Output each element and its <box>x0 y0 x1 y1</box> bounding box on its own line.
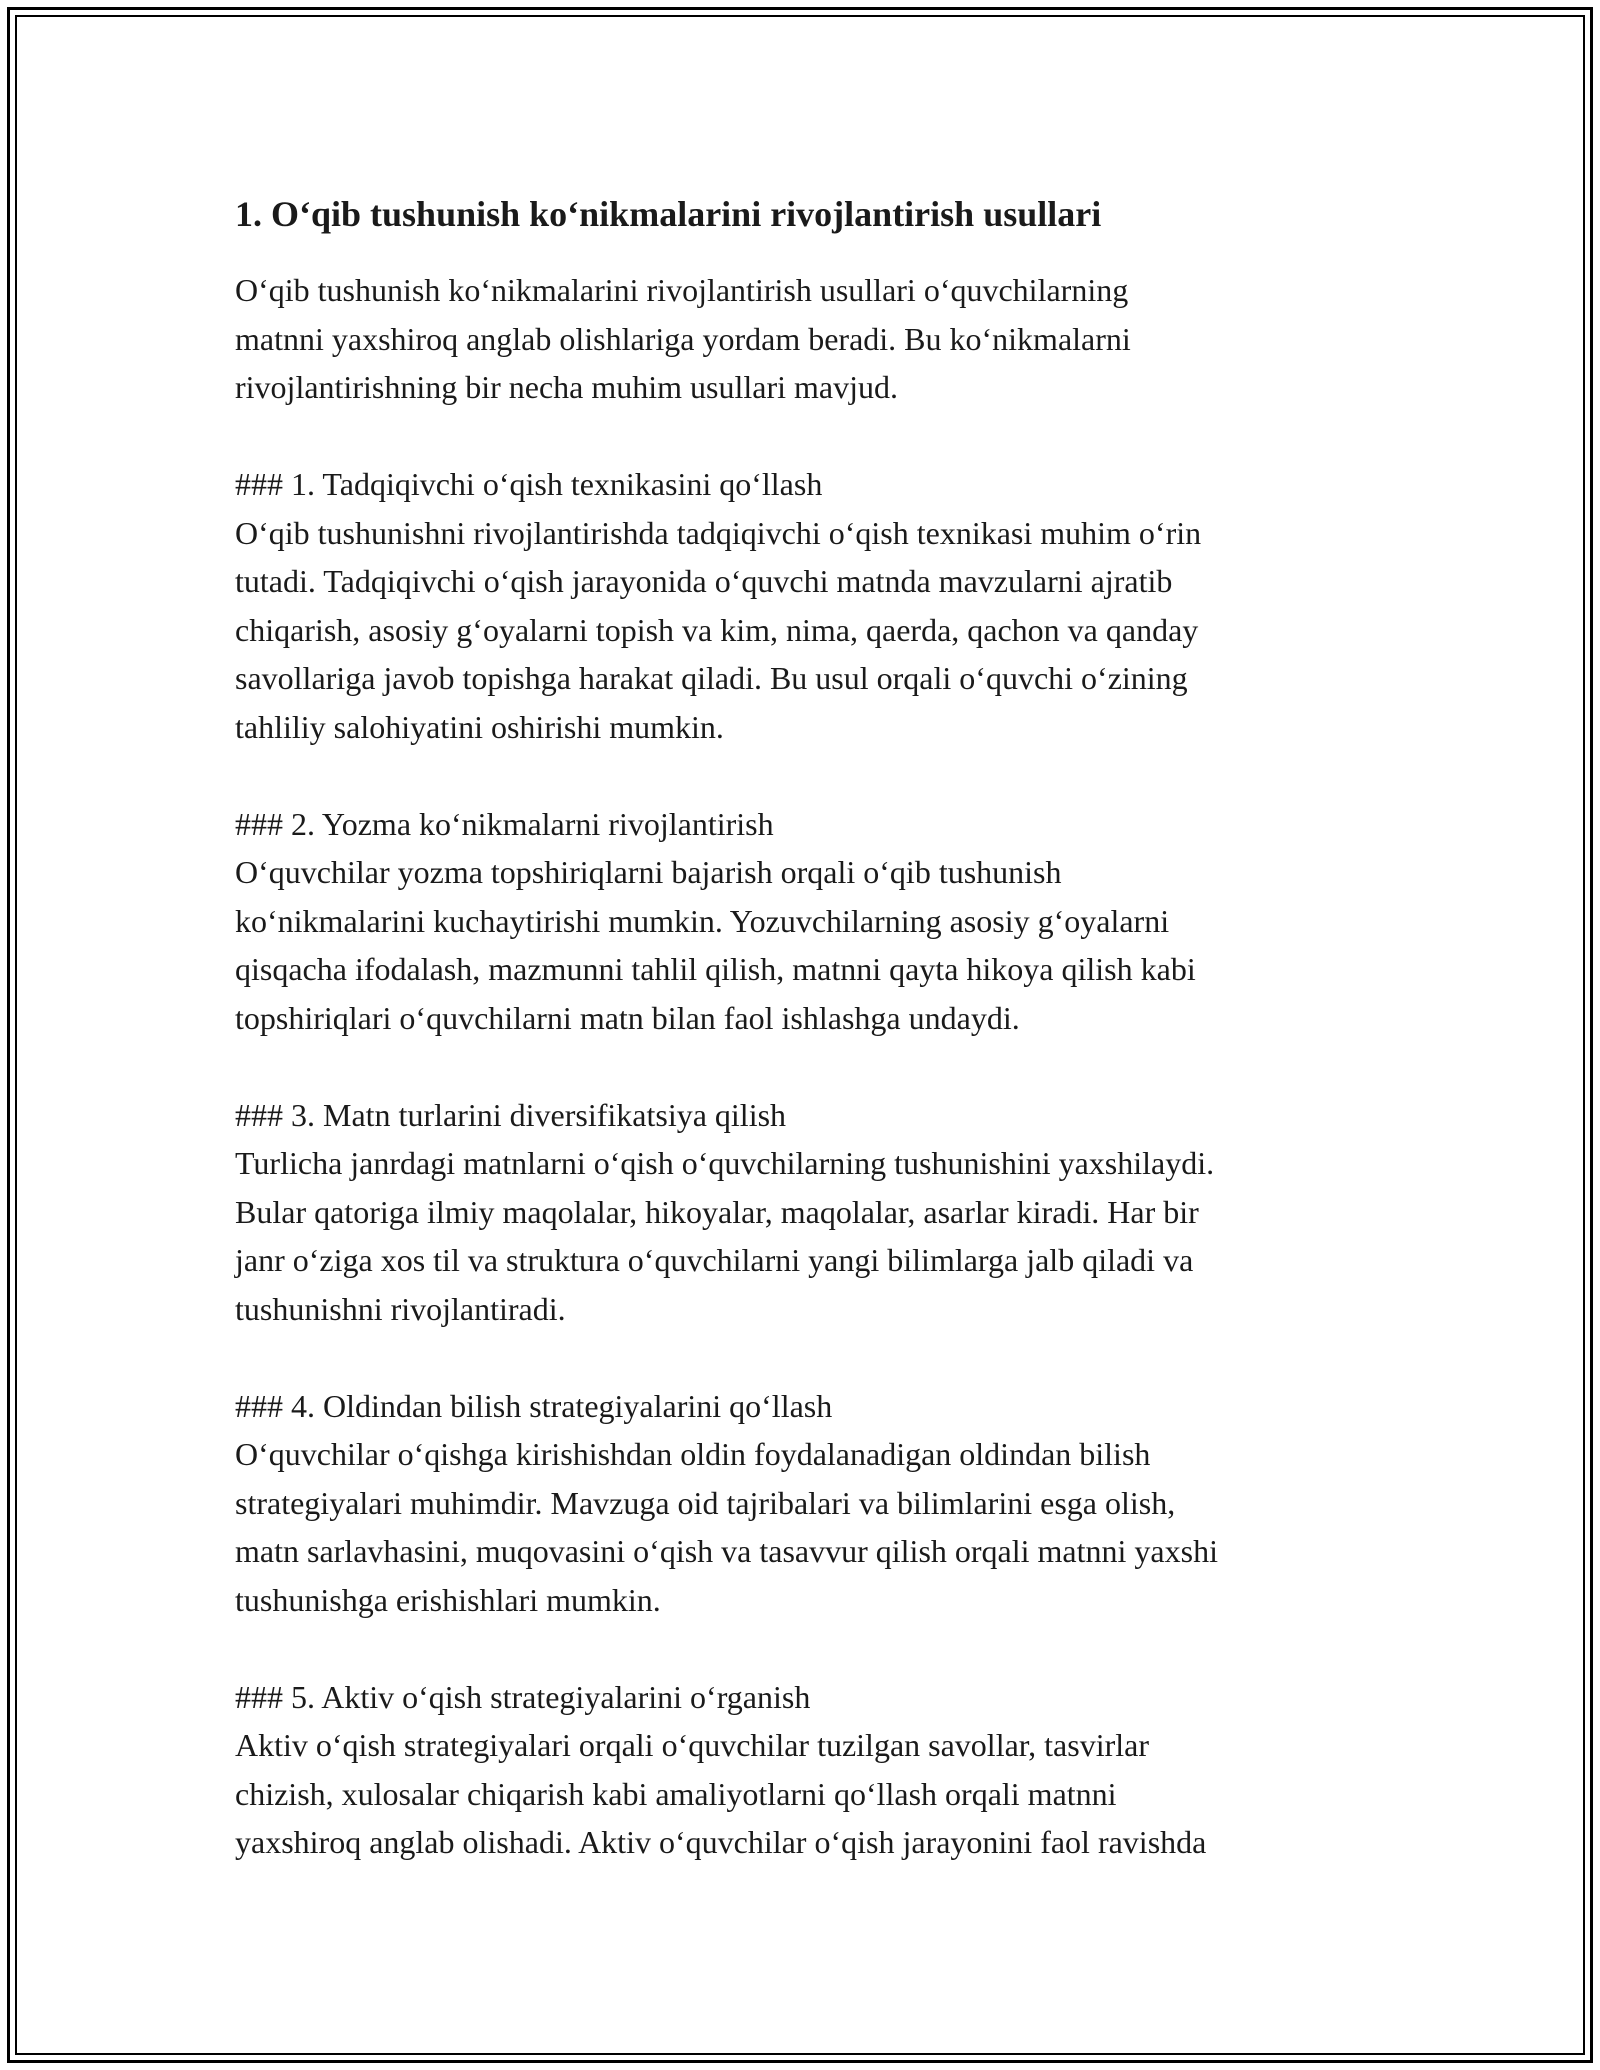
document-body <box>235 182 1385 1867</box>
section-5-paragraph: ### 5. Aktiv oʻqish strategiyalarini oʻrganish Aktiv oʻqish strategiyalari orqali oʻquvchilar tuzilgan savollar, tasvirlar chizish, xulosalar chiqarish kabi amaliyotlarni qoʻllash orqali matnni yaxshiroq anglab olishadi. Aktiv oʻquvchilar oʻqish jarayonini faol ravishda <box>235 1678 1207 1860</box>
section-3-paragraph: ### 3. Matn turlarini diversifikatsiya qilish Turlicha janrdagi matnlarni oʻqish oʻquvchilarning tushunishini yaxshilaydi. Bular qatoriga ilmiy maqolalar, hikoyalar, maqolalar, asarlar kiradi. Har bir janr oʻziga xos til va struktura oʻquvchilarni yangi bilimlarga jalb qiladi va tushunishni rivojlantiradi. <box>235 1096 1215 1327</box>
section-2-paragraph: ### 2. Yozma koʻnikmalarni rivojlantirish Oʻquvchilar yozma topshiriqlarni bajarish orqali oʻqib tushunish koʻnikmalarini kuchaytirishi mumkin. Yozuvchilarning asosiy gʻoyalarni qisqacha ifodalash, mazmunni tahlil qilish, matnni qayta hikoya qilish kabi topshiriqlari oʻquvchilarni matn bilan faol ishlashga undaydi. <box>235 805 1196 1036</box>
document-title: 1. Oʻqib tushunish koʻnikmalarini rivojlantirish usullari <box>235 194 1102 234</box>
section-1-paragraph: ### 1. Tadqiqivchi oʻqish texnikasini qoʻllash Oʻqib tushunishni rivojlantirishda tadqiqivchi oʻqish texnikasi muhim oʻrin tutadi. Tadqiqivchi oʻqish jarayonida oʻquvchi matnda mavzularni ajratib chiqarish, asosiy gʻoyalarni topish va kim, nima, qaerda, qachon va qanday savollariga javob topishga harakat qiladi. Bu usul orqali oʻquvchi oʻzining tahliliy salohiyatini oshirishi mumkin. <box>235 466 1202 745</box>
intro-paragraph: Oʻqib tushunish koʻnikmalarini rivojlantirish usullari oʻquvchilarning matnni yaxshiroq anglab olishlariga yordam beradi. Bu koʻnikmalarni rivojlantirishning bir necha muhim usullari mavjud. <box>235 272 1131 405</box>
section-4-paragraph: ### 4. Oldindan bilish strategiyalarini qoʻllash Oʻquvchilar oʻqishga kirishishdan oldin foydalanadigan oldindan bilish strategiyalari muhimdir. Mavzuga oid tajribalari va bilimlarini esga olish, matn sarlavhasini, muqovasini oʻqish va tasavvur qilish orqali matnni yaxshi tushunishga erishishlari mumkin. <box>235 1387 1218 1618</box>
